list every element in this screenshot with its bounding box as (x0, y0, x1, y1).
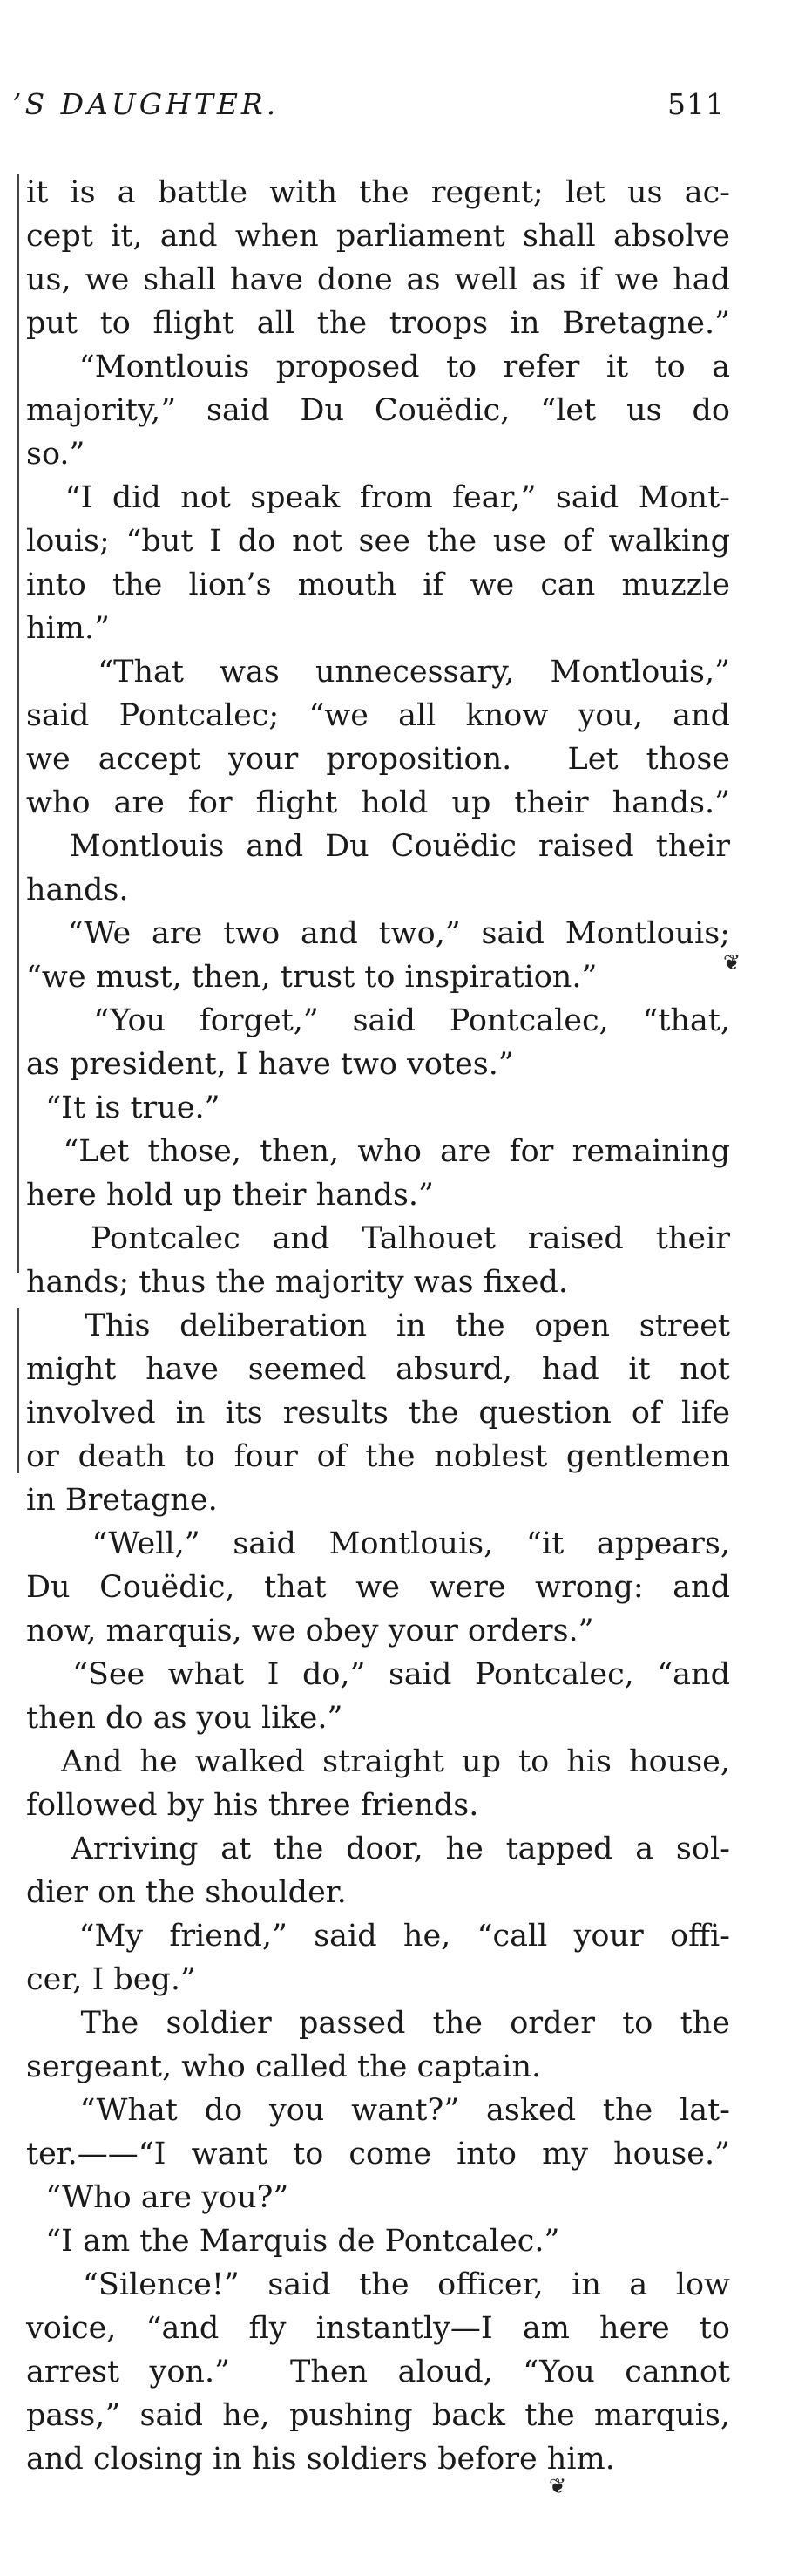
ornament-mark-icon: ❦ (549, 2474, 567, 2498)
text-line: hands; thus the majority was fixed. (26, 1265, 569, 1300)
text-line: “You forget,” said Pontcalec, “that, (26, 1003, 730, 1038)
text-line: pass,” said he, pushing back the marquis, (26, 2398, 730, 2433)
text-line: Montlouis and Du Couëdic raised their (26, 829, 730, 864)
text-line: who are for flight hold up their hands.” (26, 785, 730, 820)
text-line: we accept your proposition. Let those (26, 742, 730, 777)
margin-rule (17, 174, 19, 1273)
text-line: and closing in his soldiers before him. (26, 2442, 615, 2477)
text-line: “Montlouis proposed to refer it to a (26, 350, 730, 384)
text-line: said Pontcalec; “we all know you, and (26, 698, 730, 733)
text-line: “What do you want?” asked the lat- (26, 2093, 730, 2128)
text-line: him.” (26, 611, 110, 646)
text-line: us, we shall have done as well as if we had (26, 262, 730, 297)
text-line: into the lion’s mouth if we can muzzle (26, 568, 730, 602)
text-line: Pontcalec and Talhouet raised their (26, 1221, 730, 1256)
text-line: might have seemed absurd, had it not (26, 1352, 730, 1387)
text-line: “Let those, then, who are for remaining (26, 1134, 730, 1169)
text-line: or death to four of the noblest gentlemen (26, 1439, 730, 1474)
text-line: dier on the shoulder. (26, 1875, 347, 1910)
text-line: “See what I do,” said Pontcalec, “and (26, 1657, 730, 1692)
text-line: here hold up their hands.” (26, 1178, 434, 1213)
text-line: put to flight all the troops in Bretagne.” (26, 306, 730, 341)
text-line: louis; “but I do not see the use of walking (26, 524, 730, 559)
text-line: “Who are you?” (26, 2180, 289, 2215)
text-line: ter.——“I want to come into my house.” (26, 2137, 730, 2172)
text-line: followed by his three friends. (26, 1788, 479, 1823)
text-line: “Silence!” said the officer, in a low (26, 2267, 730, 2302)
text-line: involved in its results the question of life (26, 1396, 730, 1431)
text-line: Du Couëdic, that we were wrong: and (26, 1570, 730, 1605)
page-number: 511 (667, 87, 725, 121)
text-line: “My friend,” said he, “call your offi- (26, 1919, 730, 1954)
text-line: in Bretagne. (26, 1483, 218, 1518)
text-line: majority,” said Du Couëdic, “let us do (26, 393, 730, 428)
text-line: it is a battle with the regent; let us ac- (26, 175, 730, 210)
text-line: “It is true.” (26, 1091, 220, 1125)
text-line: as president, I have two votes.” (26, 1047, 514, 1082)
text-line: then do as you like.” (26, 1701, 343, 1736)
running-title: ’S DAUGHTER. (12, 87, 280, 121)
text-line: “Well,” said Montlouis, “it appears, (26, 1526, 730, 1561)
text-line: “we must, then, trust to inspiration.” (26, 960, 598, 995)
text-line: sergeant, who called the captain. (26, 2049, 542, 2084)
quill-mark-icon: ❦ (723, 950, 741, 975)
text-line: voice, “and fly instantly—I am here to (26, 2311, 730, 2346)
text-line: arrest yon.” Then aloud, “You cannot (26, 2355, 730, 2389)
text-line: “That was unnecessary, Montlouis,” (26, 655, 730, 690)
text-line: hands. (26, 873, 129, 907)
text-line: “We are two and two,” said Montlouis; (26, 916, 730, 951)
text-line: The soldier passed the order to the (26, 2006, 730, 2041)
text-line: now, marquis, we obey your orders.” (26, 1614, 594, 1648)
text-line: “I am the Marquis de Pontcalec.” (26, 2224, 560, 2259)
text-line: cept it, and when parliament shall absolve (26, 219, 730, 254)
running-head (12, 87, 725, 131)
text-line: so.” (26, 437, 85, 472)
text-line: This deliberation in the open street (26, 1308, 730, 1343)
text-line: “I did not speak from fear,” said Mont- (26, 480, 730, 515)
text-line: And he walked straight up to his house, (26, 1744, 730, 1779)
text-line: cer, I beg.” (26, 1962, 196, 1997)
margin-rule (17, 1308, 19, 1473)
text-line: Arriving at the door, he tapped a sol- (26, 1832, 730, 1866)
body-text (26, 171, 730, 2481)
